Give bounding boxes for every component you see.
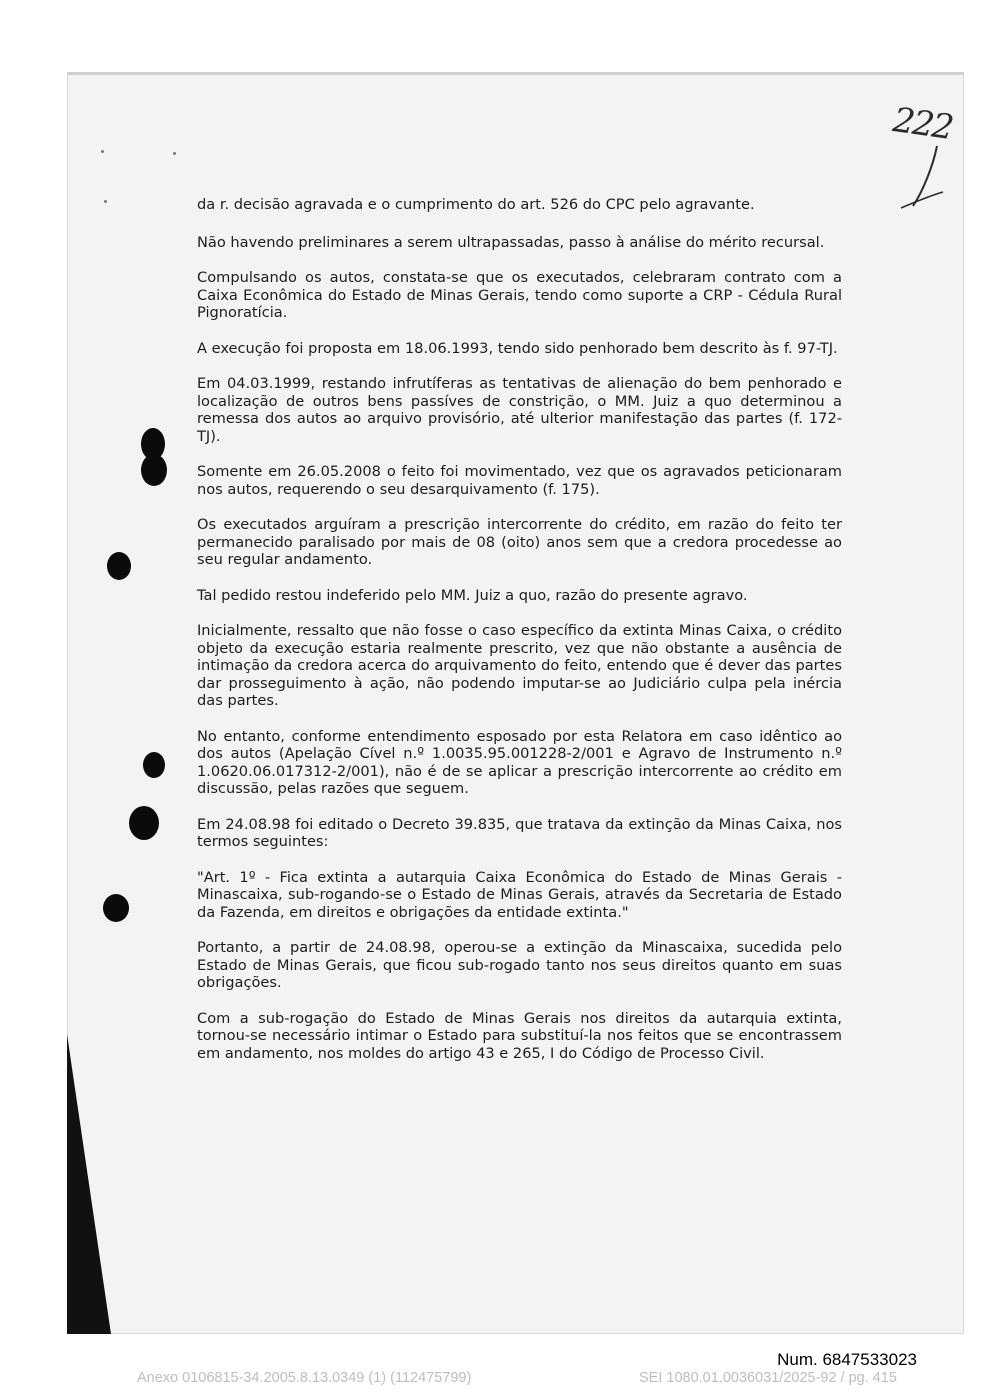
paragraph: Com a sub-rogação do Estado de Minas Gerais nos direitos da autarquia extinta, tornou-se necessário intimar o Estado para substituí-la nos feitos que se encontrassem em andamento, nos moldes do artigo 43 e 265, I do Código de Processo Civil. [197,1009,842,1062]
paragraph: Não havendo preliminares a serem ultrapassadas, passo à análise do mérito recursal. [197,233,825,251]
sei-reference: SEI 1080.01.0036031/2025-92 / pg. 415 [639,1370,897,1386]
scan-corner-shadow [67,1034,111,1334]
handwritten-initial-mark [893,136,953,216]
document-number: Num. 6847533023 [777,1350,917,1369]
paragraph: Compulsando os autos, constata-se que os executados, celebraram contrato com a Caixa Econômica do Estado de Minas Gerais, tendo como suporte a CRP - Cédula Rural Pignoratícia. [197,269,842,321]
paragraph: Em 24.08.98 foi editado o Decreto 39.835, que tratava da extinção da Minas Caixa, nos termos seguintes: [197,815,842,850]
paragraph: No entanto, conforme entendimento esposado por esta Relatora em caso idêntico ao dos autos (Apelação Cível n.º 1.0035.95.001228-2/001 e Agravo de Instrumento n.º 1.0620.06.017312-2/001), não é de se aplicar a prescrição intercorrente ao crédito em discussão, pelas razões que seguem. [197,727,842,797]
document-body [197,196,842,1080]
paragraph: Em 04.03.1999, restando infrutíferas as tentativas de alienação do bem penhorado e localização de outros bens passíves de constrição, o MM. Juiz a quo determinou a remessa dos autos ao arquivo provisório, até ulterior manifestação das partes (f. 172-TJ). [197,375,842,445]
binder-hole [143,752,165,778]
speck [173,152,176,155]
binder-hole [107,552,131,580]
annex-reference: Anexo 0106815-34.2005.8.13.0349 (1) (112475799) [137,1370,472,1386]
binder-hole [141,454,167,486]
paragraph: Inicialmente, ressalto que não fosse o caso específico da extinta Minas Caixa, o crédito objeto da execução estaria realmente prescrito, vez que não obstante a ausência de intimação da credora acerca do arquivamento do feito, entendo que é dever das partes dar prosseguimento à ação, não podendo imputar-se ao Judiciário culpa pela inércia das partes. [197,622,842,709]
handwritten-page-number: 222 [890,100,955,148]
speck [104,200,107,203]
paragraph: A execução foi proposta em 18.06.1993, tendo sido penhorado bem descrito às f. 97-TJ. [197,339,838,357]
paragraph: Portanto, a partir de 24.08.98, operou-se a extinção da Minascaixa, sucedida pelo Estado de Minas Gerais, que ficou sub-rogado tanto nos seus direitos quanto em suas obrigações. [197,939,842,991]
quoted-article: "Art. 1º - Fica extinta a autarquia Caixa Econômica do Estado de Minas Gerais - Minascaixa, sub-rogando-se o Estado de Minas Gerais, através da Secretaria de Estado da Fazenda, em direitos e obrigações da entidade extinta." [197,868,842,921]
speck [101,150,104,153]
binder-hole [129,806,159,840]
paragraph: da r. decisão agravada e o cumprimento do art. 526 do CPC pelo agravante. [197,196,755,213]
scanned-page [67,72,964,1334]
binder-hole [103,894,129,922]
paragraph: Os executados arguíram a prescrição intercorrente do crédito, em razão do feito ter permanecido paralisado por mais de 08 (oito) anos sem que a credora procedesse ao seu regular andamento. [197,516,842,568]
scan-edge [67,72,964,75]
paragraph: Tal pedido restou indeferido pelo MM. Juiz a quo, razão do presente agravo. [197,586,748,604]
paragraph: Somente em 26.05.2008 o feito foi movimentado, vez que os agravados peticionaram nos autos, requerendo o seu desarquivamento (f. 175). [197,463,842,498]
annex-footer [137,1370,897,1386]
